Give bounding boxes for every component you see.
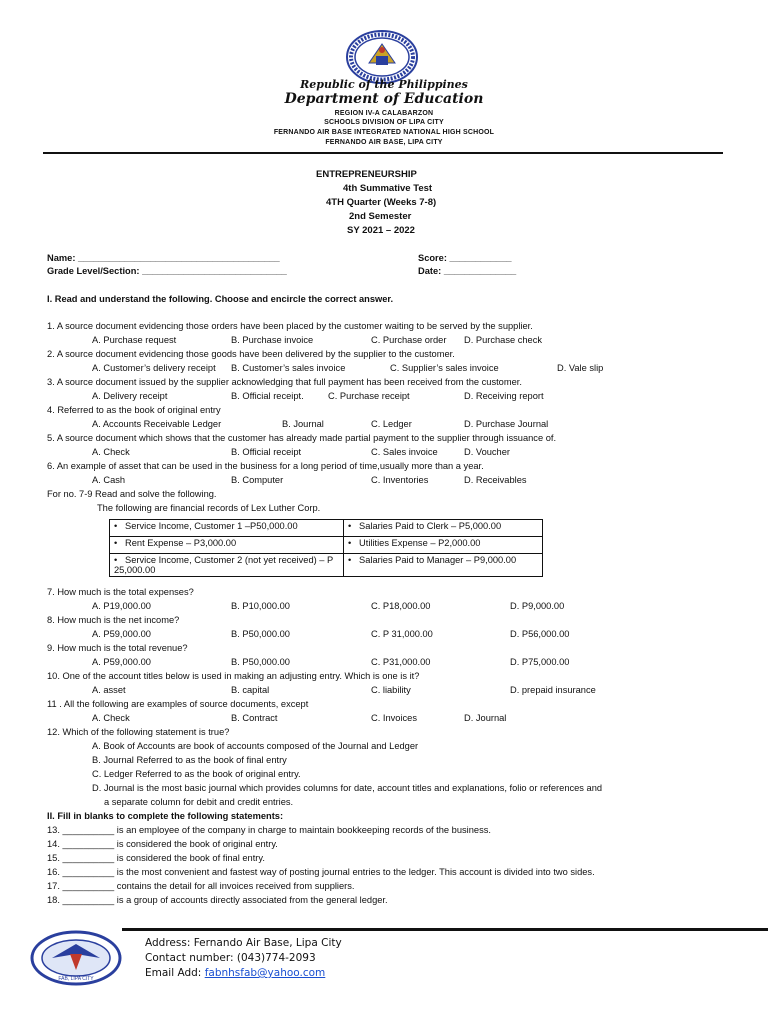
choice-7a[interactable]: A. P19,000.00	[92, 601, 151, 611]
question-2: 2. A source document evidencing those goods have been delivered by the supplier to the customer.	[47, 349, 455, 359]
choice-9b[interactable]: B. P50,000.00	[231, 657, 290, 667]
school-logo	[30, 930, 122, 986]
record-cell: • Service Income, Customer 1 –P50,000.00	[110, 520, 344, 537]
choice-8b[interactable]: B. P50,000.00	[231, 629, 290, 639]
record-text: Salaries Paid to Manager – P9,000.00	[359, 555, 517, 565]
table-row	[110, 537, 543, 554]
choice-12c[interactable]: C. Ledger Referred to as the book of original entry.	[92, 769, 301, 779]
fill-13[interactable]: 13. __________ is an employee of the company in charge to maintain bookkeeping records of the business.	[47, 825, 491, 835]
footer-address: Address: Fernando Air Base, Lipa City	[145, 937, 342, 949]
choice-10b[interactable]: B. capital	[231, 685, 270, 695]
question-6: 6. An example of asset that can be used in the business for a long period of time,usually more than a year.	[47, 461, 484, 471]
choice-3b[interactable]: B. Official receipt.	[231, 391, 304, 401]
part1-instruction: I. Read and understand the following. Choose and encircle the correct answer.	[47, 294, 394, 304]
fill-15[interactable]: 15. __________ is considered the book of final entry.	[47, 853, 265, 863]
choice-11d[interactable]: D. Journal	[464, 713, 507, 723]
division-text: SCHOOLS DIVISION OF LIPA CITY	[324, 119, 444, 126]
fill-18[interactable]: 18. __________ is a group of accounts directly associated from the general ledger.	[47, 895, 388, 905]
choice-7c[interactable]: C. P18,000.00	[371, 601, 431, 611]
choice-11a[interactable]: A. Check	[92, 713, 130, 723]
date-field[interactable]: Date: ______________	[418, 266, 517, 276]
table-row	[110, 554, 543, 577]
choice-1a[interactable]: A. Purchase request	[92, 335, 177, 345]
records-intro: The following are financial records of Lex Luther Corp.	[97, 503, 321, 513]
part2-instruction: II. Fill in blanks to complete the following statements:	[47, 811, 284, 821]
choice-6b[interactable]: B. Computer	[231, 475, 284, 485]
question-12: 12. Which of the following statement is true?	[47, 727, 230, 737]
choice-9d[interactable]: D. P75,000.00	[510, 657, 570, 667]
choice-2d[interactable]: D. Vale slip	[557, 363, 604, 373]
email-link[interactable]: fabnhsfab@yahoo.com	[204, 967, 326, 979]
choice-5c[interactable]: C. Sales invoice	[371, 447, 438, 457]
school-year-title: SY 2021 – 2022	[347, 225, 415, 236]
email-label: Email Add:	[145, 967, 205, 979]
footer-contact: Contact number: (043)774-2093	[145, 952, 316, 964]
header-rule	[43, 152, 723, 154]
subject-title: ENTREPRENEURSHIP	[316, 169, 417, 180]
choice-6a[interactable]: A. Cash	[92, 475, 126, 485]
question-8: 8. How much is the net income?	[47, 615, 180, 625]
question-5: 5. A source document which shows that the customer has already made partial payment to the supplier through issuance of.	[47, 433, 557, 443]
choice-1c[interactable]: C. Purchase order	[371, 335, 447, 345]
record-cell: • Salaries Paid to Clerk – P5,000.00	[344, 520, 543, 537]
choice-1b[interactable]: B. Purchase invoice	[231, 335, 314, 345]
choice-5b[interactable]: B. Official receipt	[231, 447, 302, 457]
score-field[interactable]: Score: ____________	[418, 253, 512, 263]
table-row	[110, 520, 543, 537]
choice-11b[interactable]: B. Contract	[231, 713, 278, 723]
question-11: 11 . All the following are examples of source documents, except	[47, 699, 309, 709]
fill-17[interactable]: 17. __________ contains the detail for all invoices received from suppliers.	[47, 881, 355, 891]
choice-10c[interactable]: C. liability	[371, 685, 411, 695]
choice-12a[interactable]: A. Book of Accounts are book of accounts composed of the Journal and Ledger	[92, 741, 419, 751]
record-text: Service Income, Customer 1 –P50,000.00	[125, 521, 298, 531]
question-3: 3. A source document issued by the supplier acknowledging that full payment has been received from the customer.	[47, 377, 522, 387]
choice-8a[interactable]: A. P59,000.00	[92, 629, 151, 639]
for-no-instruction: For no. 7-9 Read and solve the following.	[47, 489, 217, 499]
record-cell: • Rent Expense – P3,000.00	[110, 537, 344, 554]
choice-3a[interactable]: A. Delivery receipt	[92, 391, 168, 401]
record-text: Rent Expense – P3,000.00	[125, 538, 237, 548]
choice-5d[interactable]: D. Voucher	[464, 447, 510, 457]
choice-6c[interactable]: C. Inventories	[371, 475, 429, 485]
fill-16[interactable]: 16. __________ is the most convenient and fastest way of posting journal entries to the ledger. This account is divided into two sides.	[47, 867, 595, 877]
choice-7d[interactable]: D. P9,000.00	[510, 601, 565, 611]
name-field[interactable]: Name: _______________________________________	[47, 253, 280, 263]
semester-title: 2nd Semester	[349, 211, 412, 222]
record-cell: • Service Income, Customer 2 (not yet received) – P 25,000.00	[110, 554, 344, 577]
location-text: FERNANDO AIR BASE, LIPA CITY	[325, 139, 443, 146]
fill-14[interactable]: 14. __________ is considered the book of original entry.	[47, 839, 278, 849]
record-cell: • Salaries Paid to Manager – P9,000.00	[344, 554, 543, 577]
choice-2c[interactable]: C. Supplier’s sales invoice	[390, 363, 499, 373]
choice-9c[interactable]: C. P31,000.00	[371, 657, 431, 667]
choice-4c[interactable]: C. Ledger	[371, 419, 412, 429]
choice-11c[interactable]: C. Invoices	[371, 713, 417, 723]
financial-records-table	[109, 519, 543, 577]
choice-5a[interactable]: A. Check	[92, 447, 130, 457]
question-7: 7. How much is the total expenses?	[47, 587, 194, 597]
footer-rule	[122, 928, 768, 931]
choice-4d[interactable]: D. Purchase Journal	[464, 419, 549, 429]
choice-2a[interactable]: A. Customer’s delivery receipt	[92, 363, 216, 373]
choice-2b[interactable]: B. Customer’s sales invoice	[231, 363, 346, 373]
summative-title: 4th Summative Test	[343, 183, 433, 194]
choice-8c[interactable]: C. P 31,000.00	[371, 629, 433, 639]
choice-10d[interactable]: D. prepaid insurance	[510, 685, 596, 695]
question-1: 1. A source document evidencing those orders have been placed by the customer waiting to be served by the supplier.	[47, 321, 533, 331]
region-text: REGION IV-A CALABARZON	[334, 110, 434, 117]
record-cell: • Utilities Expense – P2,000.00	[344, 537, 543, 554]
republic-heading: Republic of the Philippines	[300, 78, 468, 91]
choice-7b[interactable]: B. P10,000.00	[231, 601, 290, 611]
choice-4b[interactable]: B. Journal	[282, 419, 324, 429]
choice-8d[interactable]: D. P56,000.00	[510, 629, 570, 639]
choice-6d[interactable]: D. Receivables	[464, 475, 527, 485]
choice-12b[interactable]: B. Journal Referred to as the book of final entry	[92, 755, 287, 765]
choice-10a[interactable]: A. asset	[92, 685, 126, 695]
record-text: Utilities Expense – P2,000.00	[359, 538, 481, 548]
question-10: 10. One of the account titles below is used in making an adjusting entry. Which is one is it?	[47, 671, 420, 681]
choice-1d[interactable]: D. Purchase check	[464, 335, 543, 345]
grade-section-field[interactable]: Grade Level/Section: ____________________________	[47, 266, 287, 276]
deped-seal-logo	[345, 30, 419, 84]
logo-text: FAB, LIPA CITY	[58, 976, 94, 982]
question-9: 9. How much is the total revenue?	[47, 643, 188, 653]
quarter-title: 4TH Quarter (Weeks 7-8)	[326, 197, 437, 208]
footer-email	[145, 967, 325, 979]
choice-9a[interactable]: A. P59,000.00	[92, 657, 151, 667]
school-text: FERNANDO AIR BASE INTEGRATED NATIONAL HIGH SCHOOL	[273, 129, 495, 136]
choice-4a[interactable]: A. Accounts Receivable Ledger	[92, 419, 222, 429]
choice-12d[interactable]: D. Journal is the most basic journal which provides columns for date, account titles and explanations, folio or references and	[92, 783, 603, 793]
department-heading: Department of Education	[284, 91, 484, 107]
record-text: Service Income, Customer 2 (not yet received) – P 25,000.00	[114, 555, 334, 575]
choice-3d[interactable]: D. Receiving report	[464, 391, 544, 401]
choice-12d-cont: a separate column for debit and credit entries.	[104, 797, 294, 807]
question-4: 4. Referred to as the book of original entry	[47, 405, 221, 415]
record-text: Salaries Paid to Clerk – P5,000.00	[359, 521, 502, 531]
choice-3c[interactable]: C. Purchase receipt	[328, 391, 410, 401]
